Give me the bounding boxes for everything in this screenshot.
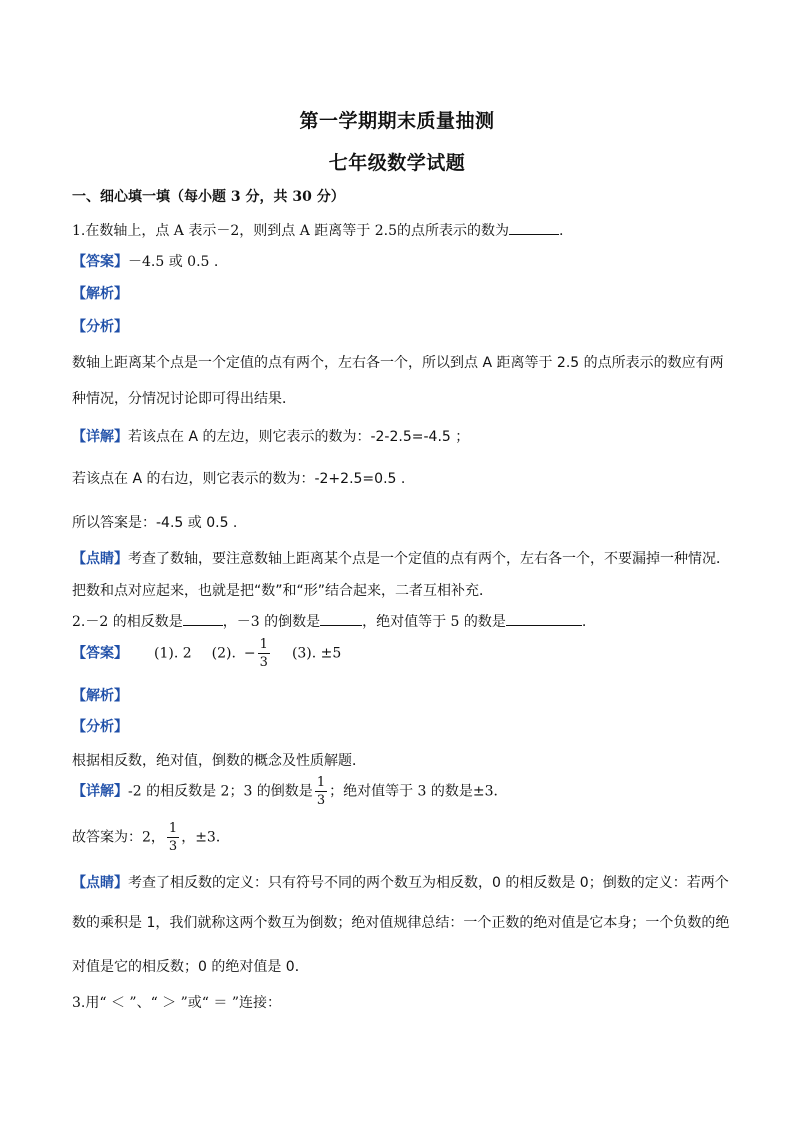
q1-detail-text-1: 若该点在 A 的左边，则它表示的数为：-2-2.5=-4.5 ； xyxy=(128,429,470,445)
q2-comment-text-1: 考查了相反数的定义：只有符号不同的两个数互为相反数，0 的相反数是 0；倒数的定义：若两个 xyxy=(128,875,729,891)
detail-tag: 【详解】 xyxy=(72,783,128,800)
analysis-tag: 【解析】 xyxy=(72,286,128,302)
detail-tag: 【详解】 xyxy=(72,429,128,445)
q2-answer-2-label: (2). xyxy=(211,645,236,662)
q2-comment-line-1 xyxy=(72,872,729,892)
question-1 xyxy=(72,220,563,240)
q1-comment-line-2: 把数和点对应起来，也就是把“数”和“形”结合起来，二者互相补充． xyxy=(72,583,494,599)
q1-detail-line-2: 若该点在 A 的右边，则它表示的数为：-2+2.5=0.5 . xyxy=(72,471,406,487)
fraction-denominator: 3 xyxy=(316,793,326,808)
q2-fenxi-line-1: 根据相反数，绝对值，倒数的概念及性质解题． xyxy=(72,753,366,769)
fraction-numerator: 1 xyxy=(168,821,178,836)
answer-tag: 【答案】 xyxy=(72,254,128,270)
q2-comment-line-3: 对值是它的相反数；0 的绝对值是 0． xyxy=(72,959,309,975)
q1-comment-line-1 xyxy=(72,548,730,568)
question-2 xyxy=(72,611,586,631)
q2-answer-2-fraction xyxy=(258,638,270,669)
question-2-part-1: 2.－2 的相反数是 xyxy=(72,614,183,630)
q2-conclusion-fraction xyxy=(167,822,179,853)
question-2-part-2: ，－3 的倒数是 xyxy=(222,614,321,630)
answer-blank xyxy=(509,222,559,235)
question-2-end: . xyxy=(581,614,587,630)
q1-comment-text-1: 考查了数轴，要注意数轴上距离某个点是一个定值的点有两个，左右各一个，不要漏掉一种情况． xyxy=(128,551,730,567)
q2-detail-fraction xyxy=(315,776,327,807)
comment-tag: 【点睛】 xyxy=(72,875,128,891)
q2-detail-text-b: ；绝对值等于 3 的数是±3． xyxy=(329,783,508,800)
fraction-denominator: 3 xyxy=(259,655,268,670)
question-1-text: 1.在数轴上，点 A 表示－2，则到点 A 距离等于 2.5的点所表示的数为 xyxy=(72,223,509,239)
q2-answer xyxy=(72,638,341,669)
page-subtitle: 七年级数学试题 xyxy=(328,152,466,174)
q2-conclusion-text-a: 故答案为：2， xyxy=(72,829,165,846)
fraction-numerator: 1 xyxy=(259,637,268,652)
section-heading: 一、细心填一填（每小题 3 分，共 30 分） xyxy=(72,189,345,205)
analysis-tag: 【解析】 xyxy=(72,688,128,704)
q1-detail-line-1 xyxy=(72,426,469,446)
answer-tag: 【答案】 xyxy=(72,645,128,662)
q2-answer-1: (1). 2 xyxy=(154,645,192,662)
q1-fenxi-line-2: 种情况，分情况讨论即可得出结果． xyxy=(72,391,296,407)
q1-answer xyxy=(72,251,218,271)
page-title: 第一学期期末质量抽测 xyxy=(299,110,495,132)
q2-conclusion-text-b: ，±3． xyxy=(181,829,230,846)
q2-comment-line-2: 数的乘积是 1，我们就称这两个数互为倒数；绝对值规律总结：一个正数的绝对值是它本身；一个负数的绝 xyxy=(72,915,730,931)
answer-blank xyxy=(320,613,362,626)
q2-detail-text-a: -2 的相反数是 2；3 的倒数是 xyxy=(128,783,313,800)
comment-tag: 【点睛】 xyxy=(72,551,128,567)
q2-detail xyxy=(72,776,508,807)
q2-answer-3: (3). ±5 xyxy=(291,645,342,662)
question-1-end: . xyxy=(559,223,564,239)
q2-conclusion xyxy=(72,822,230,853)
q1-answer-text: －4.5 或 0.5 . xyxy=(128,254,219,270)
q1-fenxi-line-1: 数轴上距离某个点是一个定值的点有两个，左右各一个，所以到点 A 距离等于 2.5 的点所表示的数应有两 xyxy=(72,355,724,371)
fraction-denominator: 3 xyxy=(168,839,178,854)
fenxi-tag: 【分析】 xyxy=(72,719,128,735)
answer-blank xyxy=(506,613,582,626)
q1-detail-line-3: 所以答案是：-4.5 或 0.5 . xyxy=(72,515,238,531)
fraction-numerator: 1 xyxy=(316,775,326,790)
question-3: 3.用“ ＜ ”、“ ＞ ”或“ ＝ ”连接： xyxy=(72,995,282,1011)
answer-blank xyxy=(183,613,223,626)
fenxi-tag: 【分析】 xyxy=(72,319,128,335)
question-2-part-3: ，绝对值等于 5 的数是 xyxy=(362,614,506,630)
q2-answer-2-sign: − xyxy=(243,645,256,662)
